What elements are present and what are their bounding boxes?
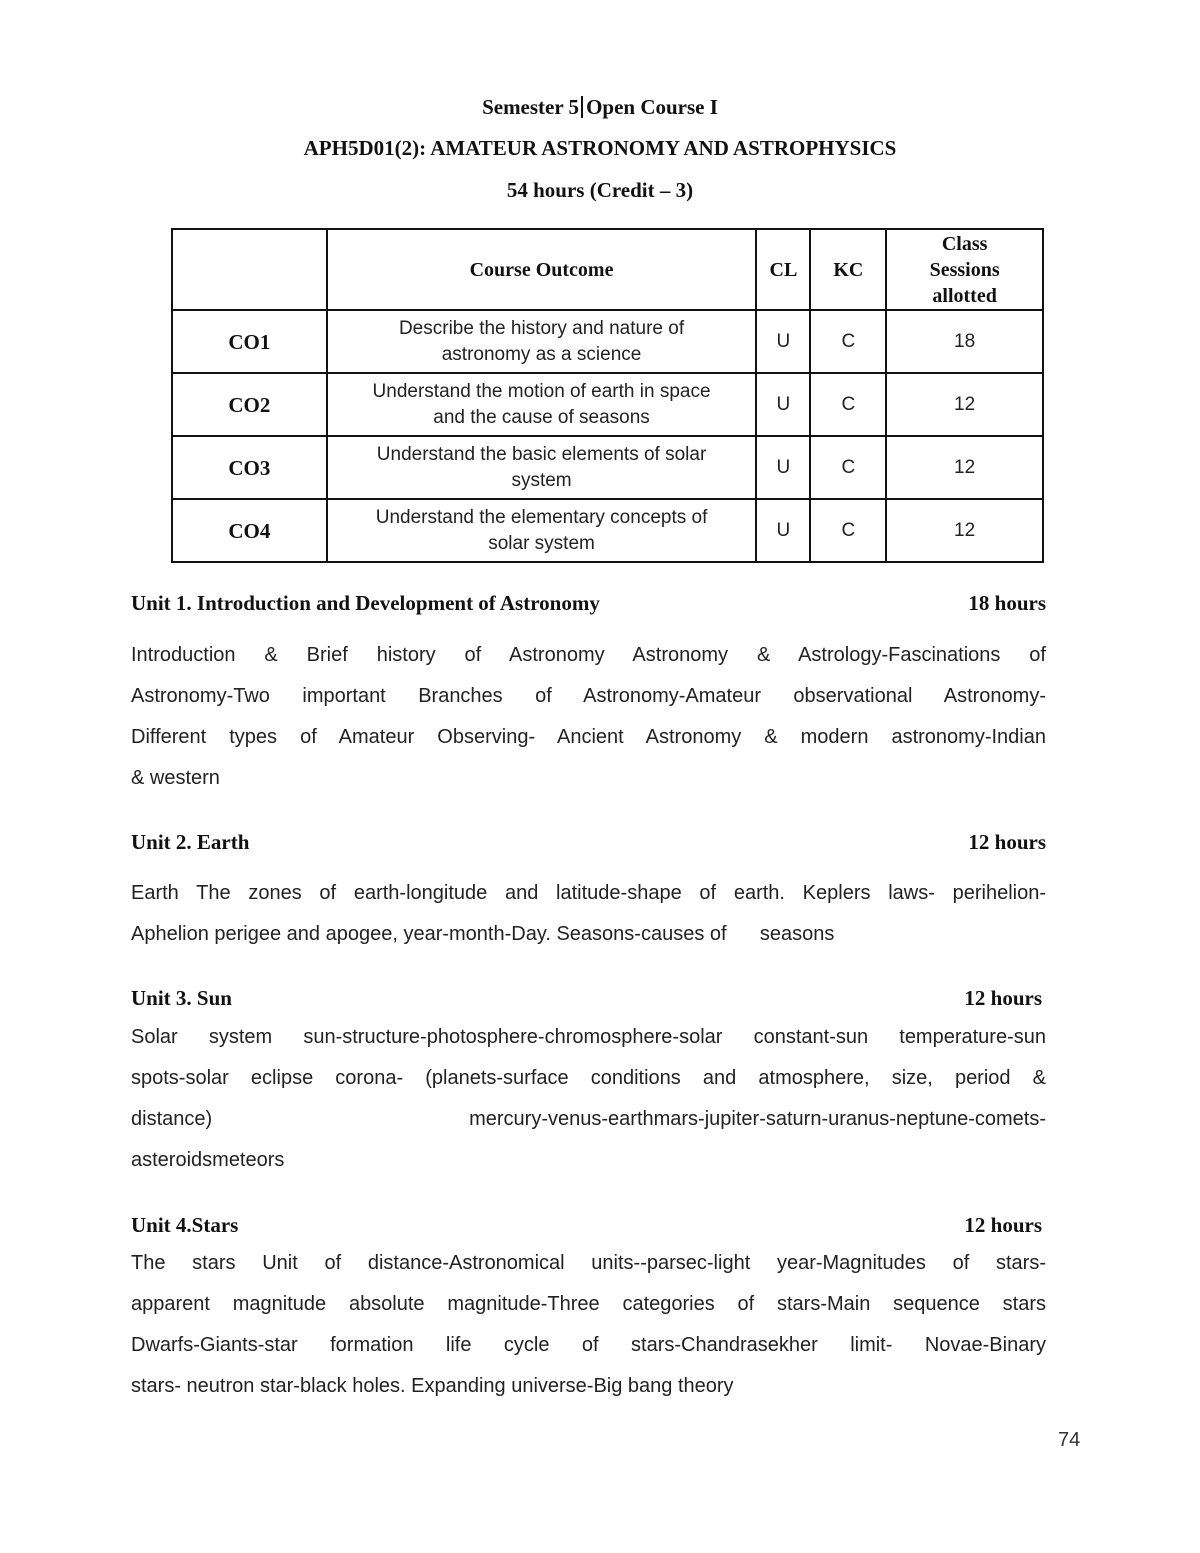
co-sessions: 12	[886, 436, 1043, 499]
body-line: Introduction & Brief history of Astronomy Astronomy & Astrology-Fascinations of	[131, 644, 1046, 666]
body-line: Aphelion perigee and apogee, year-month-Day. Seasons-causes of seasons	[131, 923, 835, 945]
unit-title: Unit 4.Stars	[131, 1213, 239, 1237]
table-row	[172, 373, 1043, 436]
header-cl: CL	[756, 229, 810, 310]
co-outcome: Understand the basic elements of solar system	[327, 436, 757, 499]
body-line: stars- neutron star-black holes. Expanding universe-Big bang theory	[131, 1375, 734, 1397]
body-line: asteroidsmeteors	[131, 1149, 285, 1171]
table-header-row	[172, 229, 1043, 310]
unit-hours: 12 hours	[968, 830, 1046, 854]
header-kc: KC	[810, 229, 886, 310]
co-outcome: Understand the motion of earth in space and the cause of seasons	[327, 373, 757, 436]
unit-hours: 12 hours	[964, 986, 1042, 1010]
separator-bar	[581, 96, 583, 118]
unit-1-body	[131, 635, 1046, 799]
body-line: & western	[131, 767, 220, 789]
co-id: CO1	[172, 310, 327, 373]
co-outcome: Understand the elementary concepts of solar system	[327, 499, 757, 562]
page-number: 74	[1058, 1429, 1081, 1451]
body-line: Dwarfs-Giants-star formation life cycle of stars-Chandrasekher limit- Novae-Binary	[131, 1334, 1046, 1356]
table-row	[172, 310, 1043, 373]
co-kc: C	[810, 436, 886, 499]
semester-label: Semester 5	[482, 95, 580, 119]
unit-1-heading	[131, 593, 1046, 614]
unit-title: Unit 1. Introduction and Development of Astronomy	[131, 591, 600, 615]
unit-title: Unit 3. Sun	[131, 986, 232, 1010]
unit-hours: 12 hours	[964, 1213, 1042, 1237]
unit-3-body	[131, 1017, 1046, 1181]
co-cl: U	[756, 373, 810, 436]
unit-2-heading	[131, 832, 1046, 853]
body-line: Astronomy-Two important Branches of Astronomy-Amateur observational Astronomy-	[131, 685, 1046, 707]
unit-title: Unit 2. Earth	[131, 830, 250, 854]
co-cl: U	[756, 310, 810, 373]
co-kc: C	[810, 373, 886, 436]
co-id: CO2	[172, 373, 327, 436]
body-line: spots-solar eclipse corona- (planets-surface conditions and atmosphere, size, period &	[131, 1067, 1046, 1089]
course-outcome-table	[171, 228, 1044, 563]
unit-2-body	[131, 873, 1046, 955]
unit-4-body	[131, 1243, 1046, 1407]
co-sessions: 12	[886, 499, 1043, 562]
header-class-sessions: Class Sessions allotted	[886, 229, 1043, 310]
unit-4-heading	[131, 1215, 1046, 1236]
co-cl: U	[756, 436, 810, 499]
co-outcome: Describe the history and nature of astronomy as a science	[327, 310, 757, 373]
co-id: CO4	[172, 499, 327, 562]
table-row	[172, 499, 1043, 562]
body-line: The stars Unit of distance-Astronomical units--parsec-light year-Magnitudes of stars-	[131, 1252, 1046, 1274]
unit-3-heading	[131, 988, 1046, 1009]
header-course-outcome: Course Outcome	[327, 229, 757, 310]
co-cl: U	[756, 499, 810, 562]
body-line: Different types of Amateur Observing- Ancient Astronomy & modern astronomy-Indian	[131, 726, 1046, 748]
semester-line	[0, 96, 1200, 118]
header-blank	[172, 229, 327, 310]
body-line: distance) mercury-venus-earthmars-jupiter-saturn-uranus-neptune-comets-	[131, 1108, 1046, 1130]
co-kc: C	[810, 499, 886, 562]
table-row	[172, 436, 1043, 499]
hours-credit: 54 hours (Credit – 3)	[506, 178, 694, 202]
co-sessions: 12	[886, 373, 1043, 436]
co-kc: C	[810, 310, 886, 373]
co-id: CO3	[172, 436, 327, 499]
body-line: Solar system sun-structure-photosphere-chromosphere-solar constant-sun temperature-sun	[131, 1026, 1046, 1048]
body-line: apparent magnitude absolute magnitude-Three categories of stars-Main sequence stars	[131, 1293, 1046, 1315]
body-line: Earth The zones of earth-longitude and latitude-shape of earth. Keplers laws- perihelion-	[131, 882, 1046, 904]
unit-hours: 18 hours	[968, 591, 1046, 615]
course-type-label: Open Course I	[586, 95, 718, 119]
course-title: APH5D01(2): AMATEUR ASTRONOMY AND ASTROPHYSICS	[303, 136, 897, 160]
co-sessions: 18	[886, 310, 1043, 373]
